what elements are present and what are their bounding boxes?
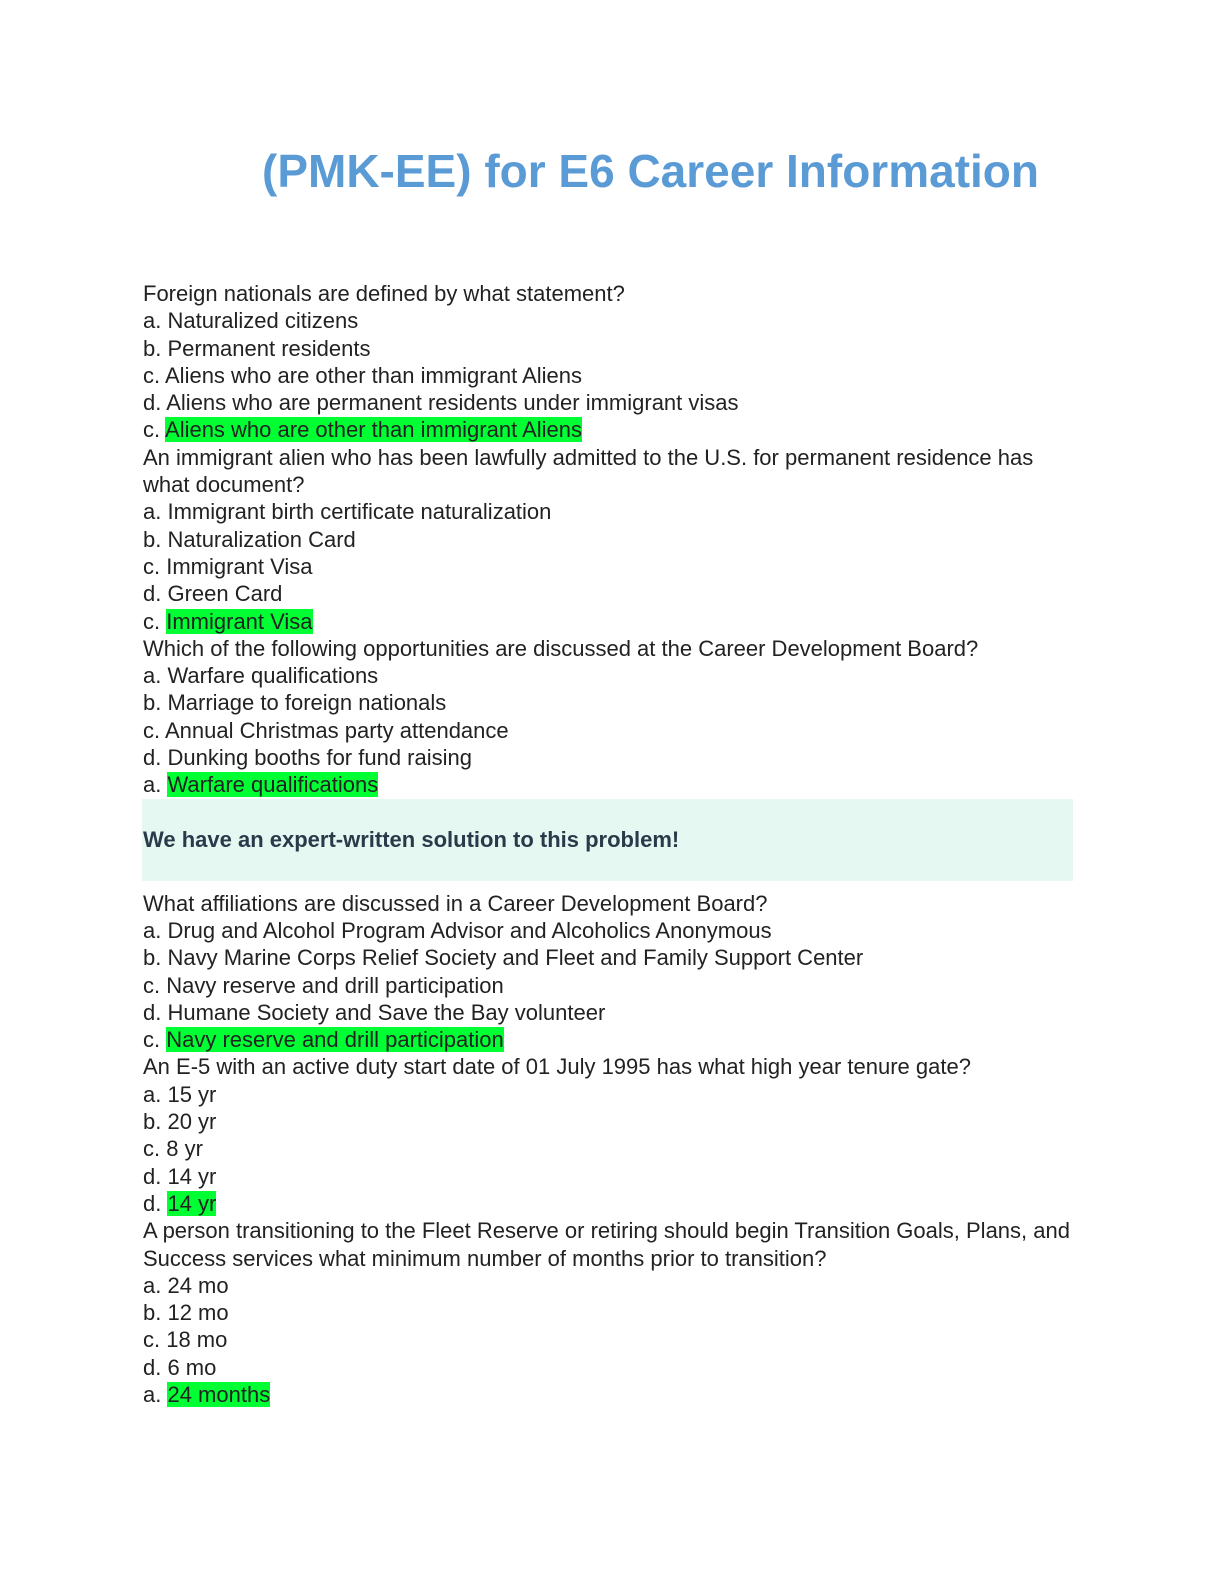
answer-prefix: c. (143, 417, 166, 443)
answer-highlight: Aliens who are other than immigrant Aliens (165, 417, 583, 443)
option: b. Navy Marine Corps Relief Society and Fleet and Family Support Center (143, 945, 864, 971)
option: a. 24 mo (143, 1272, 229, 1298)
option: b. Marriage to foreign nationals (143, 690, 447, 716)
spacer (143, 881, 1083, 890)
answer-prefix: a. (143, 772, 168, 798)
answer-prefix: c. (143, 608, 167, 634)
option: c. Annual Christmas party attendance (143, 717, 509, 743)
answer-highlight: Warfare qualifications (167, 772, 379, 798)
answer-highlight: 24 months (167, 1381, 271, 1407)
option: c. 18 mo (143, 1327, 228, 1353)
answer-highlight: Navy reserve and drill participation (166, 1027, 504, 1053)
option: b. Permanent residents (143, 335, 371, 361)
option: d. Aliens who are permanent residents under immigrant visas (143, 390, 739, 416)
answer-line (143, 1026, 1083, 1053)
option: d. Dunking booths for fund raising (143, 745, 472, 771)
option: d. Humane Society and Save the Bay volunteer (143, 999, 606, 1025)
question-text: What affiliations are discussed in a Career Development Board? (143, 890, 768, 916)
question-text: Which of the following opportunities are discussed at the Career Development Board? (143, 635, 979, 661)
answer-highlight: Immigrant Visa (166, 608, 313, 634)
option: d. Green Card (143, 581, 283, 607)
option: c. Aliens who are other than immigrant Aliens (143, 362, 583, 388)
option: c. Navy reserve and drill participation (143, 972, 504, 998)
option: c. Immigrant Visa (143, 553, 313, 579)
question-block (143, 444, 1083, 635)
answer-prefix: d. (143, 1190, 168, 1216)
question-block (143, 890, 1083, 1054)
option: d. 6 mo (143, 1354, 217, 1380)
question-text: An immigrant alien who has been lawfully admitted to the U.S. for permanent residence has what document? (143, 444, 1034, 498)
question-text: An E-5 with an active duty start date of 01 July 1995 has what high year tenure gate? (143, 1054, 971, 1080)
answer-line (143, 771, 1083, 798)
answer-line (143, 608, 1083, 635)
question-text: Foreign nationals are defined by what statement? (143, 281, 625, 306)
option: a. 15 yr (143, 1081, 217, 1107)
answer-prefix: a. (143, 1381, 168, 1407)
answer-highlight: 14 yr (167, 1190, 217, 1216)
question-text: A person transitioning to the Fleet Reserve or retiring should begin Transition Goals, Plans, and Success services what minimum number of months prior to transition? (143, 1218, 1070, 1271)
option: a. Drug and Alcohol Program Advisor and Alcoholics Anonymous (143, 917, 772, 943)
question-block (143, 280, 1083, 444)
option: c. 8 yr (143, 1136, 203, 1162)
answer-line (143, 1190, 1083, 1217)
option: b. 20 yr (143, 1109, 217, 1135)
option: a. Naturalized citizens (143, 308, 359, 334)
question-block (143, 1217, 1083, 1408)
answer-prefix: c. (143, 1027, 167, 1053)
answer-line (143, 1381, 1083, 1408)
option: a. Warfare qualifications (143, 663, 379, 689)
callout-text[interactable]: We have an expert-written solution to this problem! (143, 826, 680, 852)
answer-line (143, 416, 1083, 443)
document-body (143, 280, 1083, 1408)
question-block (143, 1053, 1083, 1217)
question-block (143, 635, 1083, 799)
option: a. Immigrant birth certificate naturalization (143, 499, 552, 525)
option: b. Naturalization Card (143, 526, 356, 552)
page-title: (PMK-EE) for E6 Career Information (262, 145, 1039, 197)
option: b. 12 mo (143, 1300, 229, 1326)
option: d. 14 yr (143, 1163, 217, 1189)
expert-solution-callout[interactable] (142, 799, 1073, 881)
